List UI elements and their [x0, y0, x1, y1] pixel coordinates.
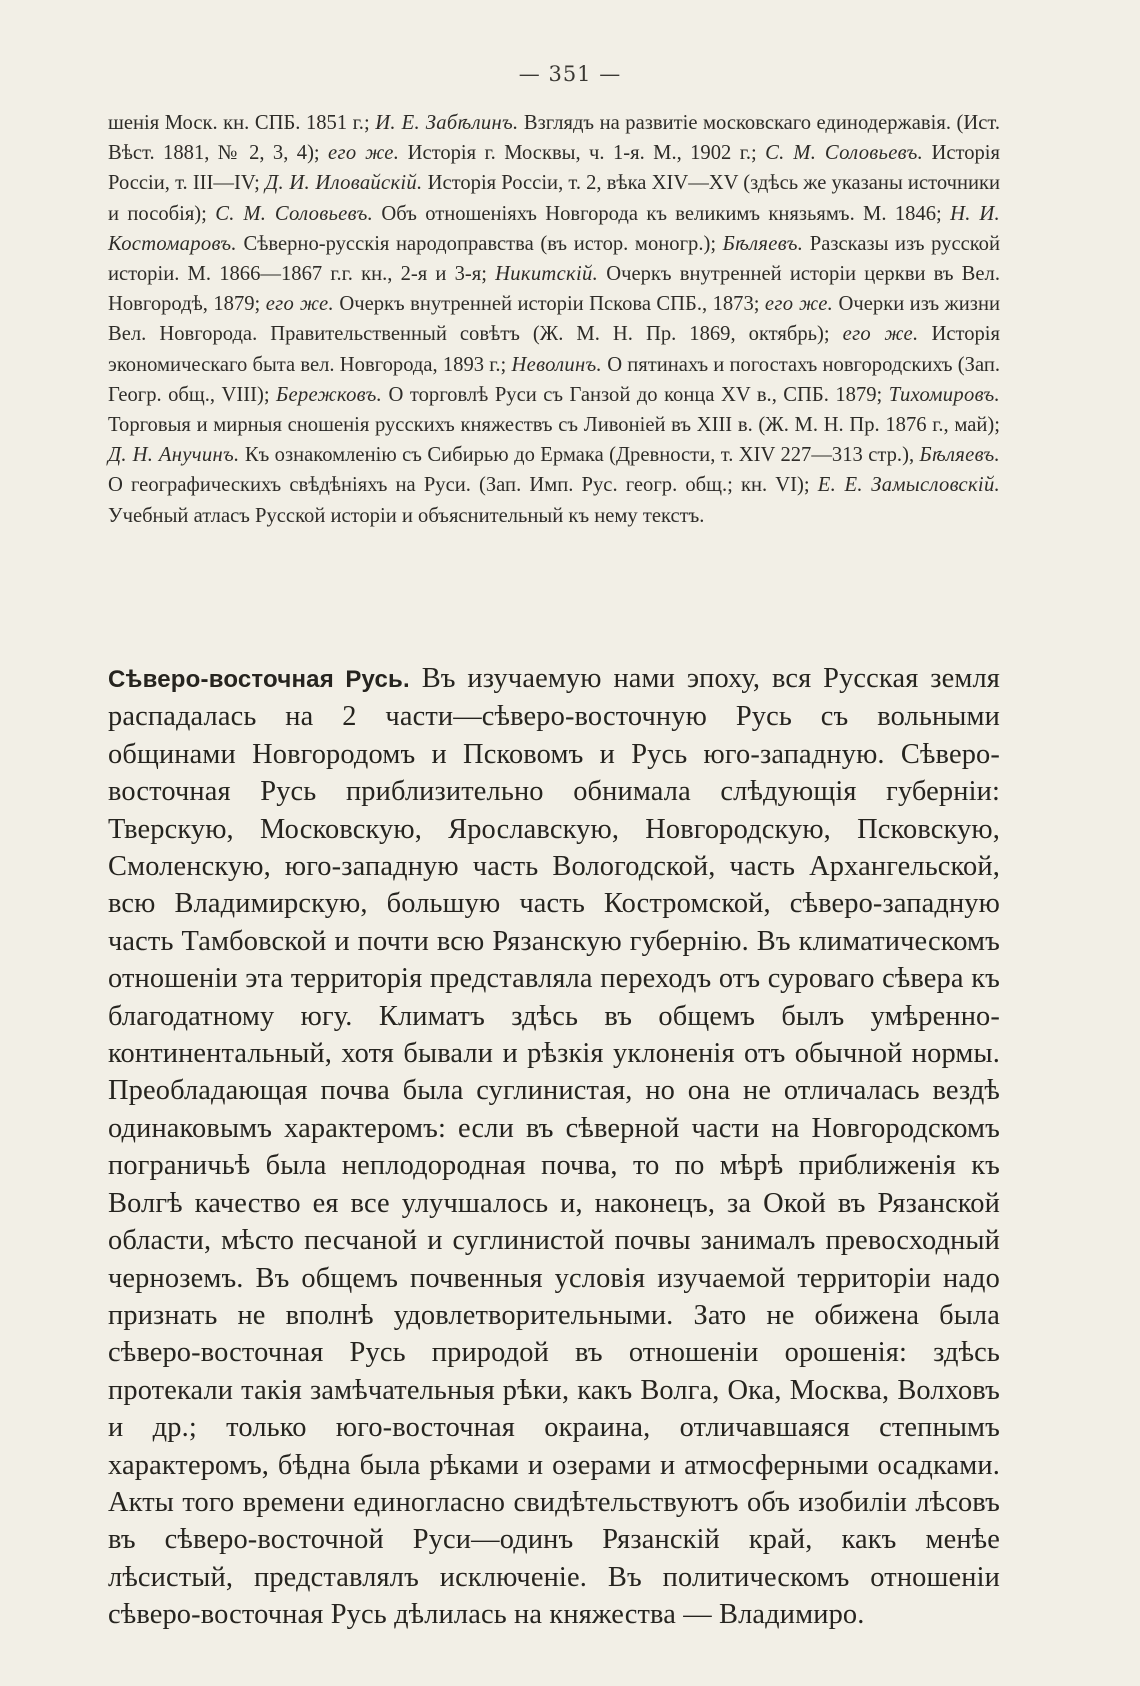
bib-text: Объ отношеніяхъ Новгорода къ великимъ князьямъ. М. 1846; [373, 202, 951, 225]
bib-author: его же. [842, 323, 919, 346]
page-number: — 351 — [518, 62, 622, 86]
bib-text: Торговыя и мирныя сношенія русскихъ княжествъ съ Ливоніей въ XIII в. (Ж. М. Н. Пр. 1876 г., май); [108, 414, 1000, 437]
bibliography-paragraph [108, 108, 1000, 531]
bib-text: Исторія экономическаго быта вел. Новгорода, 1893 г.; [108, 323, 1000, 376]
bib-author: Бережковъ. [276, 383, 383, 406]
bib-text: Очеркъ внутренней исторіи церкви въ Вел. Новгородѣ, 1879; [108, 263, 1000, 316]
bib-text: Взглядъ на развитіе московскаго единодержавія. (Ист. Вѣст. 1881, № 2, 3, 4); [108, 112, 1000, 165]
bib-text: О географическихъ свѣдѣніяхъ на Руси. (Зап. Имп. Рус. геогр. общ.; кн. VI); [108, 474, 818, 497]
section-heading: Сѣверо-восточная Русь. [108, 666, 410, 693]
bib-author: Тихомировъ. [888, 383, 1000, 406]
bib-text: Исторія г. Москвы, ч. 1-я. М., 1902 г.; [399, 142, 766, 165]
bib-author: его же. [764, 293, 834, 316]
section-paragraph [108, 660, 1000, 1634]
bib-author: С. М. Соловьевъ. [215, 202, 374, 225]
bib-author: Д. И. Иловайскій. [265, 172, 423, 195]
bib-text: шенія Моск. кн. СПБ. 1851 г.; [108, 112, 376, 134]
bib-author: Д. Н. Анучинъ. [108, 444, 240, 467]
bib-author: его же. [328, 142, 400, 165]
bib-author: Неволинъ. [511, 353, 602, 376]
bib-text: Сѣверно-русскія народоправства (въ истор. моногр.); [236, 232, 723, 255]
bib-text: Исторія Россіи, т. III—IV; [108, 142, 1000, 195]
bib-author: Е. Е. Замысловскій. [817, 474, 1000, 497]
bib-text: Очеркъ внутренней исторіи Пскова СПБ., 1873; [333, 293, 765, 316]
bib-author: Никитскій. [495, 263, 599, 286]
bib-author: Бѣляевъ. [722, 232, 804, 255]
bib-text: Исторія Россіи, т. 2, вѣка XIV—XV (здѣсь же указаны источники и пособія); [108, 172, 1001, 225]
bib-author: Н. И. Костомаровъ. [108, 202, 1000, 255]
section-body: Въ изучаемую нами эпоху, вся Русская земля распадалась на 2 части—сѣверо-восточную Русь съ вольными общинами Новгородомъ и Псковомъ и Русь юго-западную. Сѣверо-восточная Русь приблизительно обнимала слѣдующія губерніи: Тверскую, Московскую, Ярославскую, Новгородскую, Псковскую, Смоленскую, юго-западную часть Вологодской, часть Архангельской, всю Владимирскую, большую часть Костромской, сѣверо-западную часть Тамбовской и почти всю Рязанскую губернію. Въ климатическомъ отношеніи эта территорія представляла переходъ отъ суроваго сѣвера къ благодатному югу. Климатъ здѣсь въ общемъ былъ умѣренно-континентальный, хотя бывали и рѣзкія уклоненія отъ обычной нормы. Преобладающая почва была суглинистая, но она не отличалась вездѣ одинаковымъ характеромъ: если въ сѣверной части на Новгородскомъ пограничьѣ была неплодородная почва, то по мѣрѣ приближенія къ Волгѣ качество ея все улучшалось и, наконецъ, за Окой въ Рязанской области, мѣсто песчаной и суглинистой почвы занималъ превосходный черноземъ. Въ общемъ почвенныя условія изучаемой территоріи надо признать не вполнѣ удовлетворительными. Зато не обижена была сѣверо-восточная Русь природой въ отношеніи орошенія: здѣсь протекали такія замѣчательныя рѣки, какъ Волга, Ока, Москва, Волховъ и др.; только юго-восточная окраина, отличавшаяся степнымъ характеромъ, бѣдна была рѣками и озерами и атмосферными осадками. Акты того времени единогласно свидѣтельствуютъ объ изобиліи лѣсовъ въ сѣверо-восточной Руси—одинъ Рязанскій край, какъ менѣе лѣсистый, представлялъ исключеніе. Въ политическомъ отношеніи сѣверо-восточная Русь дѣлилась на княжества — Владимиро. [108, 663, 1000, 1631]
bib-text: Къ ознакомленію съ Сибирью до Ермака (Древности, т. XIV 227—313 стр.), [239, 444, 920, 467]
bib-text: Учебный атласъ Русской исторіи и объяснительный къ нему текстъ. [108, 504, 705, 527]
bib-author: его же. [265, 293, 334, 316]
bib-author: И. Е. Забѣлинъ. [375, 112, 519, 134]
bib-text: О торговлѣ Руси съ Ганзой до конца XV в., СПБ. 1879; [382, 383, 889, 406]
bib-text: Очерки изъ жизни Вел. Новгорода. Правительственный совѣтъ (Ж. М. Н. Пр. 1869, октябрь); [108, 293, 1000, 346]
bib-text: О пятинахъ и погостахъ новгородскихъ (Зап. Геогр. общ., VIII); [108, 353, 1000, 406]
bib-text: Разсказы изъ русской исторіи. М. 1866—1867 г.г. кн., 2-я и 3-я; [108, 232, 1000, 286]
bib-author: Бѣляевъ. [919, 444, 1000, 467]
bib-author: С. М. Соловьевъ. [765, 142, 924, 165]
